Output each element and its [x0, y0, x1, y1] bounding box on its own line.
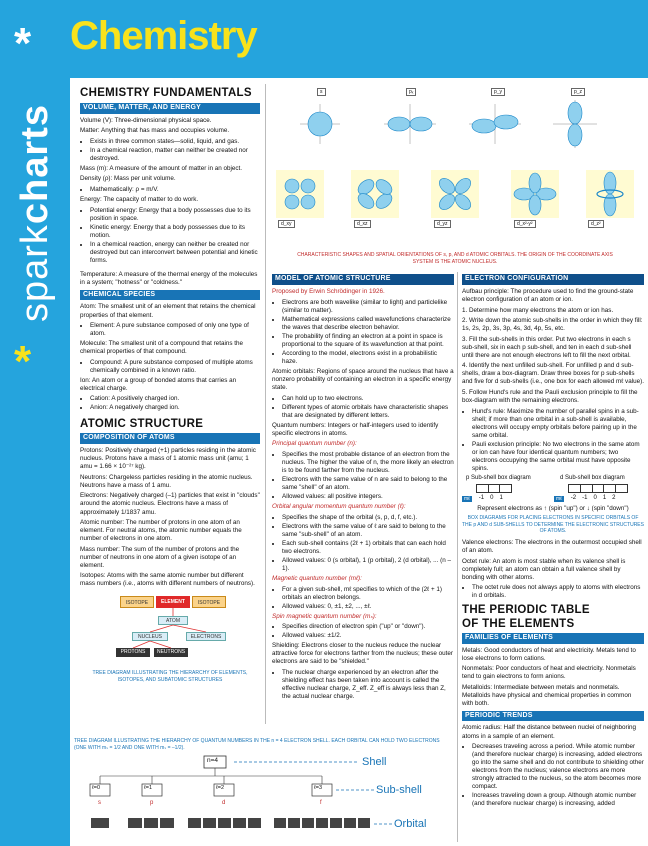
bar-composition: COMPOSITION OF ATOMS [80, 433, 260, 444]
heading-atomic-structure: ATOMIC STRUCTURE [80, 417, 204, 430]
list-item: • Electrons are both wavelike (similar to light) and particlelike (similar to matter). [282, 299, 454, 315]
label-dz2: d_z² [588, 220, 604, 228]
represent-electrons: Represent electrons as ↑ (spin "up") or ↓ (spin "down") [477, 504, 629, 512]
brand-band [0, 0, 70, 846]
bar-volume-matter-energy: VOLUME, MATTER, AND ENERGY [80, 103, 260, 114]
subshell-l1: ℓ=1 [144, 785, 153, 791]
list-rules [472, 408, 644, 473]
orbital-px [384, 104, 436, 144]
subshell-name-p: p [150, 800, 154, 806]
list-item: • Compound: A pure substance composed of multiple atoms chemically combined in a known ratio. [90, 359, 260, 375]
list-matter [90, 138, 260, 163]
list-item: • Potential energy: Energy that a body possesses due to its position in space. [90, 207, 260, 223]
subshell-name-d: d [222, 800, 226, 806]
label-shell: Shell [362, 756, 387, 768]
def-orbitals: Atomic orbitals: Regions of space around the nucleus that have a nonzero probability of containing an electron in a specific energy state. [272, 367, 454, 391]
heading-periodic-table: THE PERIODIC TABLE [462, 604, 590, 617]
list-item: • Mathematical expressions called wavefunctions characterize the waves that describe electron behavior. [282, 316, 454, 332]
list-item: • In a chemical reaction, matter can neither be created nor destroyed. [90, 147, 260, 163]
subshell-name-s: s [98, 800, 101, 806]
tree-diagram [80, 592, 260, 670]
label-dxz: d_xz [354, 220, 371, 228]
list-model [282, 299, 454, 366]
divider [265, 84, 266, 724]
list-item: • Electrons with the same value of ℓ are said to belong to the same "sub-shell" of an atom. [282, 523, 454, 539]
tree-caption: TREE DIAGRAM ILLUSTRATING THE HIERARCHY OF ELEMENTS, ISOTOPES, AND SUBATOMIC STRUCTURES [92, 670, 248, 683]
list-item: • Allowed values: 0 (s orbital), 1 (p orbital), 2 (d orbital), ... (n – 1). [282, 557, 454, 573]
def-nonmetals: Nonmetals: Poor conductors of heat and electricity. Nonmetals tend to gain electrons to form anions. [462, 665, 636, 681]
list-item: • Each sub-shell contains (2ℓ + 1) orbitals that can each hold two electrons. [282, 540, 454, 556]
list-item: • Different types of atomic orbitals have characteristic shapes that are designated by different letters. [282, 404, 454, 420]
def-volume: Volume (V): Three-dimensional physical space. [80, 116, 212, 124]
def-metalloids: Metalloids: Intermediate between metals and nonmetals. Metalloids have physical and chemical properties in common with both. [462, 683, 632, 707]
def-metals: Metals: Good conductors of heat and electricity. Metals tend to lose electrons to form cations. [462, 646, 636, 662]
list-octet [472, 584, 644, 600]
list-item: • The octet rule does not always apply to atoms with electrons in d orbitals. [472, 584, 644, 600]
def-quantum-numbers: Quantum numbers: Integers or half-integers used to identify specific electrons in atoms. [272, 421, 439, 437]
def-mass-number: Mass number: The sum of the number of protons and the number of neutrons in one atom of a given isotope of an element. [80, 545, 240, 569]
list-item: • Can hold up to two electrons. [282, 395, 454, 403]
list-shielding [282, 669, 454, 701]
d-boxes [568, 484, 628, 493]
list-item: • The nuclear charge experienced by an electron after the shielding effect has been taken into account is called the effective nuclear charge, Z_eff. Z_eff is always less than Z, the actual nuclear charge. [282, 669, 454, 701]
spin-qn: Spin magnetic quantum number (mₛ): [272, 612, 377, 620]
orbital-dxy [276, 170, 324, 218]
brand-charts: charts [14, 104, 56, 225]
heading-periodic-table-2: OF THE ELEMENTS [462, 617, 575, 630]
tree-neutrons: NEUTRONS [154, 648, 188, 657]
def-atomic-number: Atomic number: The number of protons in one atom of an element. For neutral atoms, the atomic number equals the number of electrons in one atom. [80, 519, 242, 543]
list-radius [472, 743, 644, 808]
p-ml-row [462, 495, 503, 503]
bar-families: FAMILIES OF ELEMENTS [462, 633, 644, 644]
quantum-tree-caption: TREE DIAGRAM ILLUSTRATING THE HIERARCHY OF QUANTUM NUMBERS IN THE n = 4 ELECTRON SHELL. EACH ORBITAL CAN HOLD TWO ELECTRONS (ONE WITH mₛ = 1/2 AND ONE WITH mₛ = –1/2). [74, 738, 440, 751]
ml-value: 1 [499, 494, 503, 501]
asterisk-yellow-icon: * [14, 337, 32, 386]
list-item: • Mathematically: ρ = m/V. [90, 186, 260, 194]
list-item: • Electrons with the same value of n are said to belong to the same "shell" of an atom. [282, 476, 454, 492]
list-molecule [90, 359, 260, 375]
label-py: p_y [491, 88, 505, 96]
def-neutrons: Neutrons: Chargeless particles residing in the atomic nucleus. Neutrons have a mass of 1 amu. [80, 473, 253, 489]
bar-model: MODEL OF ATOMIC STRUCTURE [272, 274, 454, 285]
content-sheet [70, 78, 648, 846]
list-item: • In a chemical reaction, energy can neither be created nor destroyed but can interconvert between potential and kinetic forms. [90, 241, 260, 265]
def-valence: Valence electrons: The electrons in the outermost occupied shell of an atom. [462, 538, 642, 555]
def-atom: Atom: The smallest unit of an element that retains the chemical properties of that element. [80, 303, 256, 319]
list-item: • Allowed values: all positive integers. [282, 493, 454, 501]
list-item: • Anion: A negatively charged ion. [90, 404, 260, 412]
def-electrons: Electrons: Negatively charged (–1) particles that exist in "clouds" around the atomic nucleus. Electrons have a mass of approximately 1/1837 amu. [80, 492, 260, 516]
tree-atom: ATOM [158, 616, 188, 625]
orbital-py [469, 104, 521, 144]
list-item: • Exists in three common states—solid, liquid, and gas. [90, 138, 260, 146]
list-density [90, 186, 260, 194]
tree-protons: PROTONS [116, 648, 150, 657]
def-energy: Energy: The capacity of matter to do work. [80, 196, 199, 204]
box-caption: BOX DIAGRAMS FOR PLACING ELECTRONS IN SPECIFIC ORBITALS OF THE p AND d SUB-SHELLS TO DETERMINE THE ELECTRONIC STRUCTURES OF ATOMS. [462, 515, 644, 535]
orbital-s [300, 104, 340, 144]
tree-nucleus: NUCLEUS [132, 632, 168, 641]
orbital-dxz [351, 170, 399, 218]
magnetic-qn: Magnetic quantum number (mℓ): [272, 574, 362, 582]
ml-label: mℓ [556, 495, 562, 502]
d-box-label: d Sub-shell box diagram [560, 474, 625, 481]
label-orbital: Orbital [394, 818, 427, 830]
tree-isotope: ISOTOPE [120, 596, 154, 608]
list-item: • Increases traveling down a group. Although atomic number (and therefore nuclear charge) is increasing, added [472, 792, 644, 808]
list-orbitals [282, 395, 454, 420]
ml-value: 0 [593, 494, 597, 501]
orbital-caption: CHARACTERISTIC SHAPES AND SPATIAL ORIENTATIONS OF s, p, AND d ATOMIC ORBITALS. THE ORIGIN OF THE COORDINATE AXIS SYSTEM IS THE ATOMIC NUCLEUS. [297, 252, 613, 265]
list-item: • For a given sub-shell, mℓ specifies to which of the (2ℓ + 1) orbitals an electron belongs. [282, 586, 454, 602]
principal-qn: Principal quantum number (n): [272, 440, 357, 448]
subshell-l3: ℓ=3 [314, 785, 323, 791]
orbital-figure [270, 84, 640, 270]
column-fundamentals [80, 84, 260, 683]
list-item: • Decreases traveling across a period. While atomic number (and therefore nuclear charge) is increasing, added electrons go into the same shell and do not contribute to shielding other electrons from the nucleus; valence electrons are more strongly attracted to the nucleus, so the atom becomes more compact. [472, 743, 644, 791]
list-item: • Specifies direction of electron spin ("up" or "down"). [282, 623, 454, 631]
list-item: • Specifies the shape of the orbital (s, p, d, f, etc.). [282, 514, 454, 522]
aufbau-step-5: 5. Follow Hund's rule and the Pauli exclusion principle to fill the box-diagram with the remaining electrons. [462, 388, 638, 405]
list-item: • Hund's rule: Maximize the number of parallel spins in a sub-shell; if more than one orbital in a sub-shell is available, electrons will occupy empty orbitals before pairing up in the same orbital. [472, 408, 644, 440]
orbital-dz2 [586, 170, 634, 218]
tree-isotope-2: ISOTOPE [192, 596, 226, 608]
list-item: • Specifies the most probable distance of an electron from the nucleus. The higher the value of n, the more likely an electron is to be found farther from the nucleus. [282, 451, 454, 475]
list-item: • According to the model, electrons exist in a probabilistic haze. [282, 350, 454, 366]
aufbau-step-2: 2. Write down the atomic sub-shells in the order in which they fill: 1s, 2s, 2p, 3s, 3p, 4s, 3d, 4p, 5s, etc. [462, 317, 643, 333]
def-density: Density (ρ): Mass per unit volume. [80, 175, 176, 183]
list-angular [282, 514, 454, 573]
asterisk-icon: * [14, 19, 32, 68]
page-title: Chemistry [70, 14, 257, 58]
aufbau-step-1: 1. Determine how many electrons the atom or ion has. [462, 306, 614, 314]
def-matter: Matter: Anything that has mass and occupies volume. [80, 127, 230, 135]
list-energy [90, 207, 260, 265]
label-dxy: d_xy [278, 220, 295, 228]
label-px: pₓ [406, 88, 416, 96]
list-item: • The probability of finding an electron at a point in space is proportional to the square of its wavefunction at that point. [282, 333, 454, 349]
list-item: • Kinetic energy: Energy that a body possesses due to its motion. [90, 224, 260, 240]
list-item: • Pauli exclusion principle: No two electrons in the same atom or ion can have four identical quantum numbers; two electrons occupying the same orbital must have opposite spins. [472, 441, 644, 473]
def-ion: Ion: An atom or a group of bonded atoms that carries an electrical charge. [80, 376, 237, 392]
tree-element: ELEMENT [156, 596, 190, 608]
bar-electron-config: ELECTRON CONFIGURATION [462, 274, 644, 285]
list-item: • Cation: A positively charged ion. [90, 395, 260, 403]
list-item: • Element: A pure substance composed of only one type of atom. [90, 322, 260, 338]
ml-value: -1 [582, 494, 588, 501]
ml-value: 1 [602, 494, 607, 501]
divider [457, 272, 458, 842]
ml-value: 2 [612, 494, 616, 501]
p-boxes [476, 484, 512, 493]
orbital-dyz [431, 170, 479, 218]
subshell-name-f: f [320, 800, 322, 806]
label-subshell: Sub-shell [376, 784, 422, 796]
label-pz: p_z [571, 88, 585, 96]
bar-trends: PERIODIC TRENDS [462, 711, 644, 722]
shell-n: n=4 [207, 757, 219, 764]
ml-value: -1 [478, 494, 485, 501]
def-aufbau: Aufbau principle: The procedure used to find the ground-state electron configuration of an atom or ion. [462, 287, 634, 303]
aufbau-step-4: 4. Identify the next unfilled sub-shell. For unfilled p and d sub-shells, draw a box-diagram. Draw three boxes for p sub-shells and five for d sub-shells (i.e., one box for each allowed mℓ value). [462, 362, 644, 386]
d-ml-row [554, 495, 616, 503]
def-protons: Protons: Positively charged (+1) particles residing in the atomic nucleus. Protons have a mass of 1 atomic mass unit (amu; 1 amu = 1.66 × 10⁻²⁷ kg). [80, 447, 256, 471]
label-s: s [317, 88, 326, 96]
label-dx2y2: d_x²-y² [514, 220, 536, 228]
brand-logo [14, 104, 57, 322]
label-dyz: d_yz [434, 220, 451, 228]
ml-value: 0 [490, 494, 494, 501]
ml-label: mℓ [464, 495, 470, 502]
subshell-l2: ℓ=2 [216, 785, 225, 791]
column-atomic-model [272, 272, 454, 703]
def-molecule: Molecule: The smallest unit of a compound that retains the chemical properties of that compound. [80, 340, 243, 356]
orbital-shapes [270, 84, 640, 256]
def-temperature: Temperature: A measure of the thermal energy of the molecules in a system; "hotness" or "coldness." [80, 270, 258, 286]
aufbau-step-3: 3. Fill the sub-shells in this order. Put two electrons in each s sub-shell, six in each p sub-shell, and ten in each d sub-shell until there are not enough electrons left to fill the next orbital. [462, 335, 632, 359]
quantum-tree [74, 738, 444, 842]
bar-chemical-species: CHEMICAL SPECIES [80, 290, 260, 301]
angular-qn: Orbital angular momentum quantum number (ℓ): [272, 503, 406, 511]
list-item: • Allowed values: 0, ±1, ±2, ..., ±ℓ. [282, 603, 454, 611]
p-box-label: p Sub-shell box diagram [466, 474, 531, 481]
def-octet: Octet rule: An atom is most stable when its valence shell is completely full; an atom can obtain a full valence shell by bonding with other atoms. [462, 557, 626, 581]
list-atom [90, 322, 260, 338]
list-magnetic [282, 586, 454, 611]
column-electron-config [462, 272, 644, 810]
def-atomic-radius: Atomic radius: Half the distance between nuclei of neighboring atoms in a sample of an element. [462, 724, 636, 740]
subshell-l0: ℓ=0 [92, 785, 101, 791]
box-diagrams [462, 475, 644, 505]
list-principal [282, 451, 454, 501]
list-ion [90, 395, 260, 412]
tree-electrons: ELECTRONS [186, 632, 226, 641]
def-isotopes: Isotopes: Atoms with the same atomic number but different mass numbers (i.e., atoms with different numbers of neutrons). [80, 572, 255, 588]
def-shielding: Shielding: Electrons closer to the nucleus reduce the nuclear attractive force for electrons farther from the nucleus; these outer electrons are said to be "shielded." [272, 642, 453, 666]
def-mass: Mass (m): A measure of the amount of matter in an object. [80, 164, 243, 172]
list-item: • Allowed values: ±1/2. [282, 632, 454, 640]
list-spin [282, 623, 454, 640]
proposed-by: Proposed by Erwin Schrödinger in 1926. [272, 287, 385, 295]
quantum-tree-lines [74, 752, 444, 844]
brand-spark: spark [14, 224, 56, 322]
orbital-pz [553, 100, 597, 148]
tree-connectors [80, 592, 260, 670]
heading-fundamentals: CHEMISTRY FUNDAMENTALS [80, 87, 252, 99]
orbital-dx2y2 [511, 170, 559, 218]
ml-value: -2 [570, 494, 577, 501]
